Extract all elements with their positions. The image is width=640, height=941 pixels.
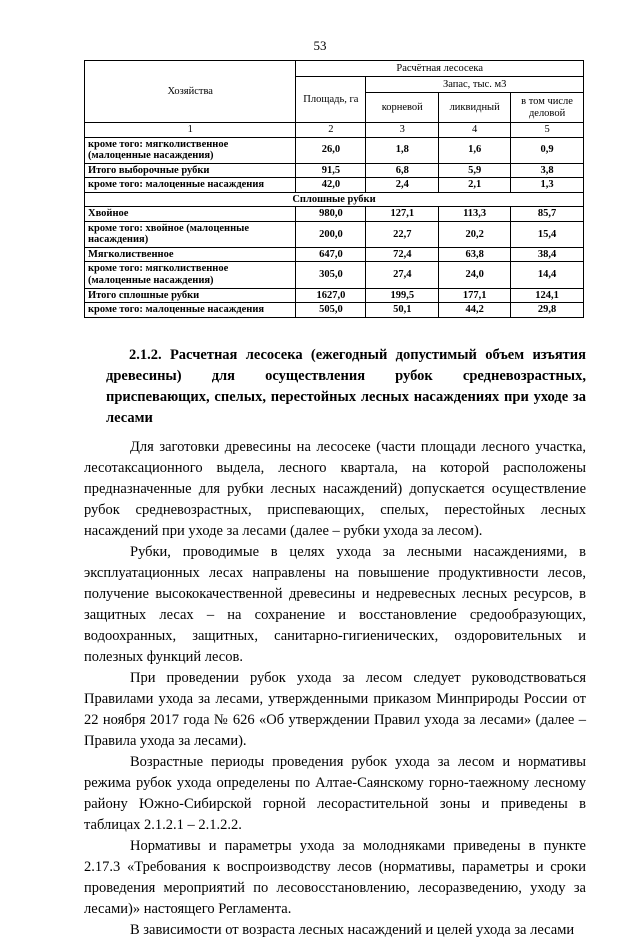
section-heading: 2.1.2. Расчетная лесосека (ежегодный допустимый объем изъятия древесины) для осуществления рубок средневозрастных, приспевающих, спелых, перестойных лесных насаждениях при уходе за лесами xyxy=(106,347,586,426)
stock-liquid-cell: 1,6 xyxy=(439,137,511,163)
header-stock-group: Запас, тыс. м3 xyxy=(366,77,584,93)
table-row xyxy=(85,137,584,163)
index-cell: 3 xyxy=(366,123,439,138)
index-cell: 2 xyxy=(296,123,366,138)
stock-liquid-cell: 44,2 xyxy=(439,303,511,318)
stock-liquid-cell: 5,9 xyxy=(439,163,511,178)
table-row xyxy=(85,207,584,222)
area-cell: 26,0 xyxy=(296,137,366,163)
stock-business-cell: 124,1 xyxy=(511,288,584,303)
index-cell: 4 xyxy=(439,123,511,138)
table-row xyxy=(85,303,584,318)
row-name: кроме того: мягколиственное (малоценные насаждения) xyxy=(85,137,296,163)
stock-business-cell: 15,4 xyxy=(511,221,584,247)
paragraph: Нормативы и параметры ухода за молодняками приведены в пункте 2.17.3 «Требования к воспроизводству лесов (нормативы, параметры и сроки проведения мероприятий по лесовосстановлению, лесоразведению, уходу за лесами)» настоящего Регламента. xyxy=(84,838,586,917)
stock-root-cell: 199,5 xyxy=(366,288,439,303)
stock-business-cell: 14,4 xyxy=(511,262,584,288)
index-cell: 5 xyxy=(511,123,584,138)
table-row xyxy=(85,178,584,193)
header-group-title: Расчётная лесосека xyxy=(296,61,584,77)
area-cell: 42,0 xyxy=(296,178,366,193)
paragraph: Для заготовки древесины на лесосеке (части площади лесного участка, лесотаксационного выдела, лесного квартала, на которой расположены предназначенные для рубки лесных насаждений) допускается осуществление рубок средневозрастных, приспевающих, спелых, перестойных лесных насаждений при уходе за лесами (далее – рубки ухода за лесом). xyxy=(84,439,586,539)
stock-business-cell: 3,8 xyxy=(511,163,584,178)
header-area: Площадь, га xyxy=(296,77,366,123)
stock-liquid-cell: 63,8 xyxy=(439,247,511,262)
section-row xyxy=(85,192,584,207)
table-row xyxy=(85,288,584,303)
paragraph: В зависимости от возраста лесных насаждений и целей ухода за лесами xyxy=(130,922,575,938)
table-row xyxy=(85,163,584,178)
stock-root-cell: 1,8 xyxy=(366,137,439,163)
row-name: Мягколиственное xyxy=(85,247,296,262)
table-row xyxy=(85,262,584,288)
stock-business-cell: 0,9 xyxy=(511,137,584,163)
stock-liquid-cell: 113,3 xyxy=(439,207,511,222)
row-name: Итого выборочные рубки xyxy=(85,163,296,178)
table-row xyxy=(85,247,584,262)
row-name: Хвойное xyxy=(85,207,296,222)
stock-root-cell: 2,4 xyxy=(366,178,439,193)
header-stock-root: корневой xyxy=(366,93,439,123)
header-farms: Хозяйства xyxy=(85,61,296,123)
paragraph: Возрастные периоды проведения рубок ухода за лесом и нормативы режима рубок ухода определены по Алтае-Саянскому горно-таежному лесному району Южно-Сибирской горной лесорастительной зоны и приведены в таблицах 2.1.2.1 – 2.1.2.2. xyxy=(84,754,586,833)
stock-business-cell: 29,8 xyxy=(511,303,584,318)
body-text xyxy=(84,437,586,941)
row-name: кроме того: малоценные насаждения xyxy=(85,178,296,193)
index-row xyxy=(85,123,584,138)
area-cell: 200,0 xyxy=(296,221,366,247)
header-stock-liquid: ликвидный xyxy=(439,93,511,123)
stock-liquid-cell: 20,2 xyxy=(439,221,511,247)
row-name: Итого сплошные рубки xyxy=(85,288,296,303)
stock-liquid-cell: 24,0 xyxy=(439,262,511,288)
stock-liquid-cell: 2,1 xyxy=(439,178,511,193)
paragraph: Рубки, проводимые в целях ухода за лесными насаждениями, в эксплуатационных лесах направлены на повышение продуктивности лесов, получение высококачественной древесины и недревесных лесных ресурсов, в защитных лесах – на сохранение и восстановление средообразующих, водоохранных, защитных, санитарно-гигиенических, оздоровительных и полезных функций лесов. xyxy=(84,544,586,665)
stock-business-cell: 1,3 xyxy=(511,178,584,193)
row-name: кроме того: мягколиственное (малоценные насаждения) xyxy=(85,262,296,288)
row-name: кроме того: хвойное (малоценные насаждения) xyxy=(85,221,296,247)
area-cell: 980,0 xyxy=(296,207,366,222)
section-clear-cutting: Сплошные рубки xyxy=(85,192,584,207)
stock-root-cell: 6,8 xyxy=(366,163,439,178)
area-cell: 91,5 xyxy=(296,163,366,178)
stock-root-cell: 27,4 xyxy=(366,262,439,288)
row-name: кроме того: малоценные насаждения xyxy=(85,303,296,318)
stock-root-cell: 50,1 xyxy=(366,303,439,318)
table-row xyxy=(85,221,584,247)
stock-business-cell: 38,4 xyxy=(511,247,584,262)
index-cell: 1 xyxy=(85,123,296,138)
header-stock-business: в том числе деловой xyxy=(511,93,584,123)
area-cell: 305,0 xyxy=(296,262,366,288)
area-cell: 1627,0 xyxy=(296,288,366,303)
area-cell: 647,0 xyxy=(296,247,366,262)
stock-liquid-cell: 177,1 xyxy=(439,288,511,303)
cutting-area-table xyxy=(84,60,584,318)
stock-root-cell: 72,4 xyxy=(366,247,439,262)
stock-business-cell: 85,7 xyxy=(511,207,584,222)
area-cell: 505,0 xyxy=(296,303,366,318)
stock-root-cell: 127,1 xyxy=(366,207,439,222)
stock-root-cell: 22,7 xyxy=(366,221,439,247)
paragraph: При проведении рубок ухода за лесом следует руководствоваться Правилами ухода за лесами, утвержденными приказом Минприроды России от 22 ноября 2017 года № 626 «Об утверждении Правил ухода за лесами» (далее – Правила ухода за лесами). xyxy=(84,670,586,749)
page-number: 53 xyxy=(313,38,327,53)
